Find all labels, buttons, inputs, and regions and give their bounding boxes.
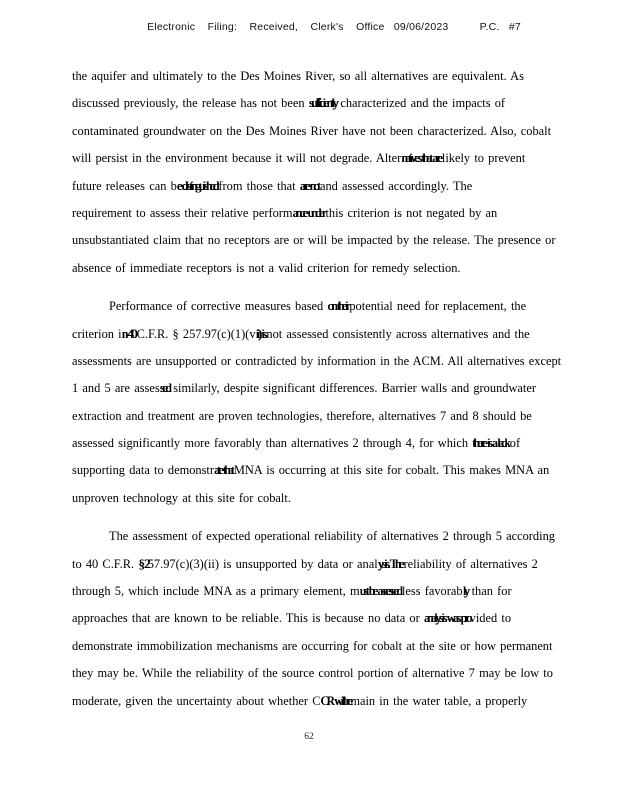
text-line (72, 633, 592, 660)
overprinted-text-run: CR will re (320, 693, 351, 708)
text-line (72, 660, 592, 687)
text-line (72, 485, 592, 512)
text-run: and assessed accordingly. The (319, 178, 473, 193)
text-line (72, 118, 592, 145)
overprinted-text-run: ysis. The (377, 556, 404, 571)
text-run: this criterion is not negated by an (325, 205, 498, 220)
overprinted-text-run: ly (462, 584, 468, 599)
text-run: 57.97(c)(3)(ii) is unsupported by data or anal (147, 556, 378, 571)
text-run: likely to prevent (441, 151, 526, 166)
text-run: to 40 C.F.R. (72, 556, 139, 571)
text-run: main in the water table, a properly (350, 693, 528, 708)
document-body (72, 63, 592, 726)
filing-stamp-header: Electronic Filing: Received, Clerk's Office 09/06/2023 P.C. #7 (147, 21, 521, 33)
text-line (72, 578, 592, 605)
text-line (72, 145, 592, 172)
text-run: characterized and the impacts of (336, 96, 506, 111)
text-line (72, 90, 592, 117)
paragraph (72, 63, 592, 282)
text-line (72, 63, 592, 90)
text-run: demonstrate immobilization mechanisms are occurring for cobalt at the site or how permanent (72, 638, 553, 653)
text-run: not assessed consistently across alternatives and the (266, 326, 530, 341)
overprinted-text-run: ance under (292, 205, 326, 220)
text-line (72, 348, 592, 375)
text-run: reliability of alternatives 2 (403, 556, 538, 571)
text-line (72, 403, 592, 430)
text-line (72, 173, 592, 200)
overprinted-text-run: are not (299, 178, 320, 193)
paragraph (72, 523, 592, 715)
text-run: from those that (218, 178, 300, 193)
text-run: C.F.R. § 257.97(c)(1)(v (136, 326, 256, 341)
text-line (72, 375, 592, 402)
text-line (72, 605, 592, 632)
text-run: extraction and treatment are proven technologies, therefore, alternatives 7 and 8 should be (72, 408, 532, 423)
text-run: unproven technology at this site for cobalt. (72, 490, 291, 505)
text-run: discussed previously, the release has not been (72, 96, 309, 111)
text-line (72, 523, 592, 550)
text-line (72, 293, 592, 320)
text-line (72, 430, 592, 457)
paragraph (72, 293, 592, 512)
text-line (72, 200, 592, 227)
text-run: MNA is occurring at this site for cobalt. This makes MNA an (233, 463, 550, 478)
overprinted-text-run: sufficiently (308, 96, 337, 111)
text-run: vided to (469, 611, 512, 626)
text-run: supporting data to demonstr (72, 463, 214, 478)
overprinted-text-run: § 2 (138, 556, 148, 571)
text-run: criterion i (72, 326, 122, 341)
text-run: than for (467, 584, 512, 599)
text-run: less favorab (401, 584, 463, 599)
text-run: similarly, despite significant differences. Barrier walls and groundwater (169, 381, 536, 396)
text-line (72, 227, 592, 254)
overprinted-text-run: analysis was pro (423, 611, 470, 626)
text-line (72, 688, 592, 715)
text-run: will persist in the environment because it will not degrade. Alter (72, 151, 402, 166)
overprinted-text-run: there is a lack (472, 436, 510, 451)
overprinted-text-run: natives that are (401, 151, 442, 166)
overprinted-text-run: ate that (214, 463, 234, 478)
text-run: of (509, 436, 521, 451)
text-run: unsubstantiated claim that no receptors are or will be impacted by the release. The presence or (72, 233, 556, 248)
text-line (72, 457, 592, 484)
overprinted-text-run: ii) is (255, 326, 267, 341)
text-run: contaminated groundwater on the Des Moines River have not been characterized. Also, cobalt (72, 123, 552, 138)
text-line (72, 551, 592, 578)
overprinted-text-run: on their (327, 299, 350, 314)
text-run: approaches that are known to be reliable. This is because no data or (72, 611, 424, 626)
text-run: The assessment of expected operational reliability of alternatives 2 through 5 according (109, 529, 555, 544)
text-run: future releases can b (72, 178, 177, 193)
text-line (72, 321, 592, 348)
text-run: they may be. While the reliability of the source control portion of alternative 7 may be low to (72, 666, 553, 681)
text-run: absence of immediate receptors is not a valid criterion for remedy selection. (72, 260, 461, 275)
text-run: the aquifer and ultimately to the Des Moines River, so all alternatives are equivalent. As (72, 69, 524, 83)
overprinted-text-run: sed (159, 381, 169, 396)
overprinted-text-run: e distinguished (176, 178, 219, 193)
text-run: Performance of corrective measures based (109, 299, 328, 314)
text-run: through 5, which include MNA as a primary element, m (72, 584, 360, 599)
text-run: assessments are unsupported or contradicted by information in the ACM. All alternatives except (72, 353, 562, 368)
text-run: moderate, given the uncertainty about whether C (72, 693, 321, 708)
overprinted-text-run: ust be assessed (359, 584, 402, 599)
text-line (72, 255, 592, 282)
text-run: 1 and 5 are asses (72, 381, 160, 396)
text-run: potential need for replacement, the (349, 299, 527, 314)
text-run: assessed significantly more favorably than alternatives 2 through 4, for which (72, 436, 473, 451)
page-number: 62 (304, 732, 314, 742)
text-run: requirement to assess their relative perform (72, 205, 293, 220)
overprinted-text-run: n 40 (121, 326, 137, 341)
